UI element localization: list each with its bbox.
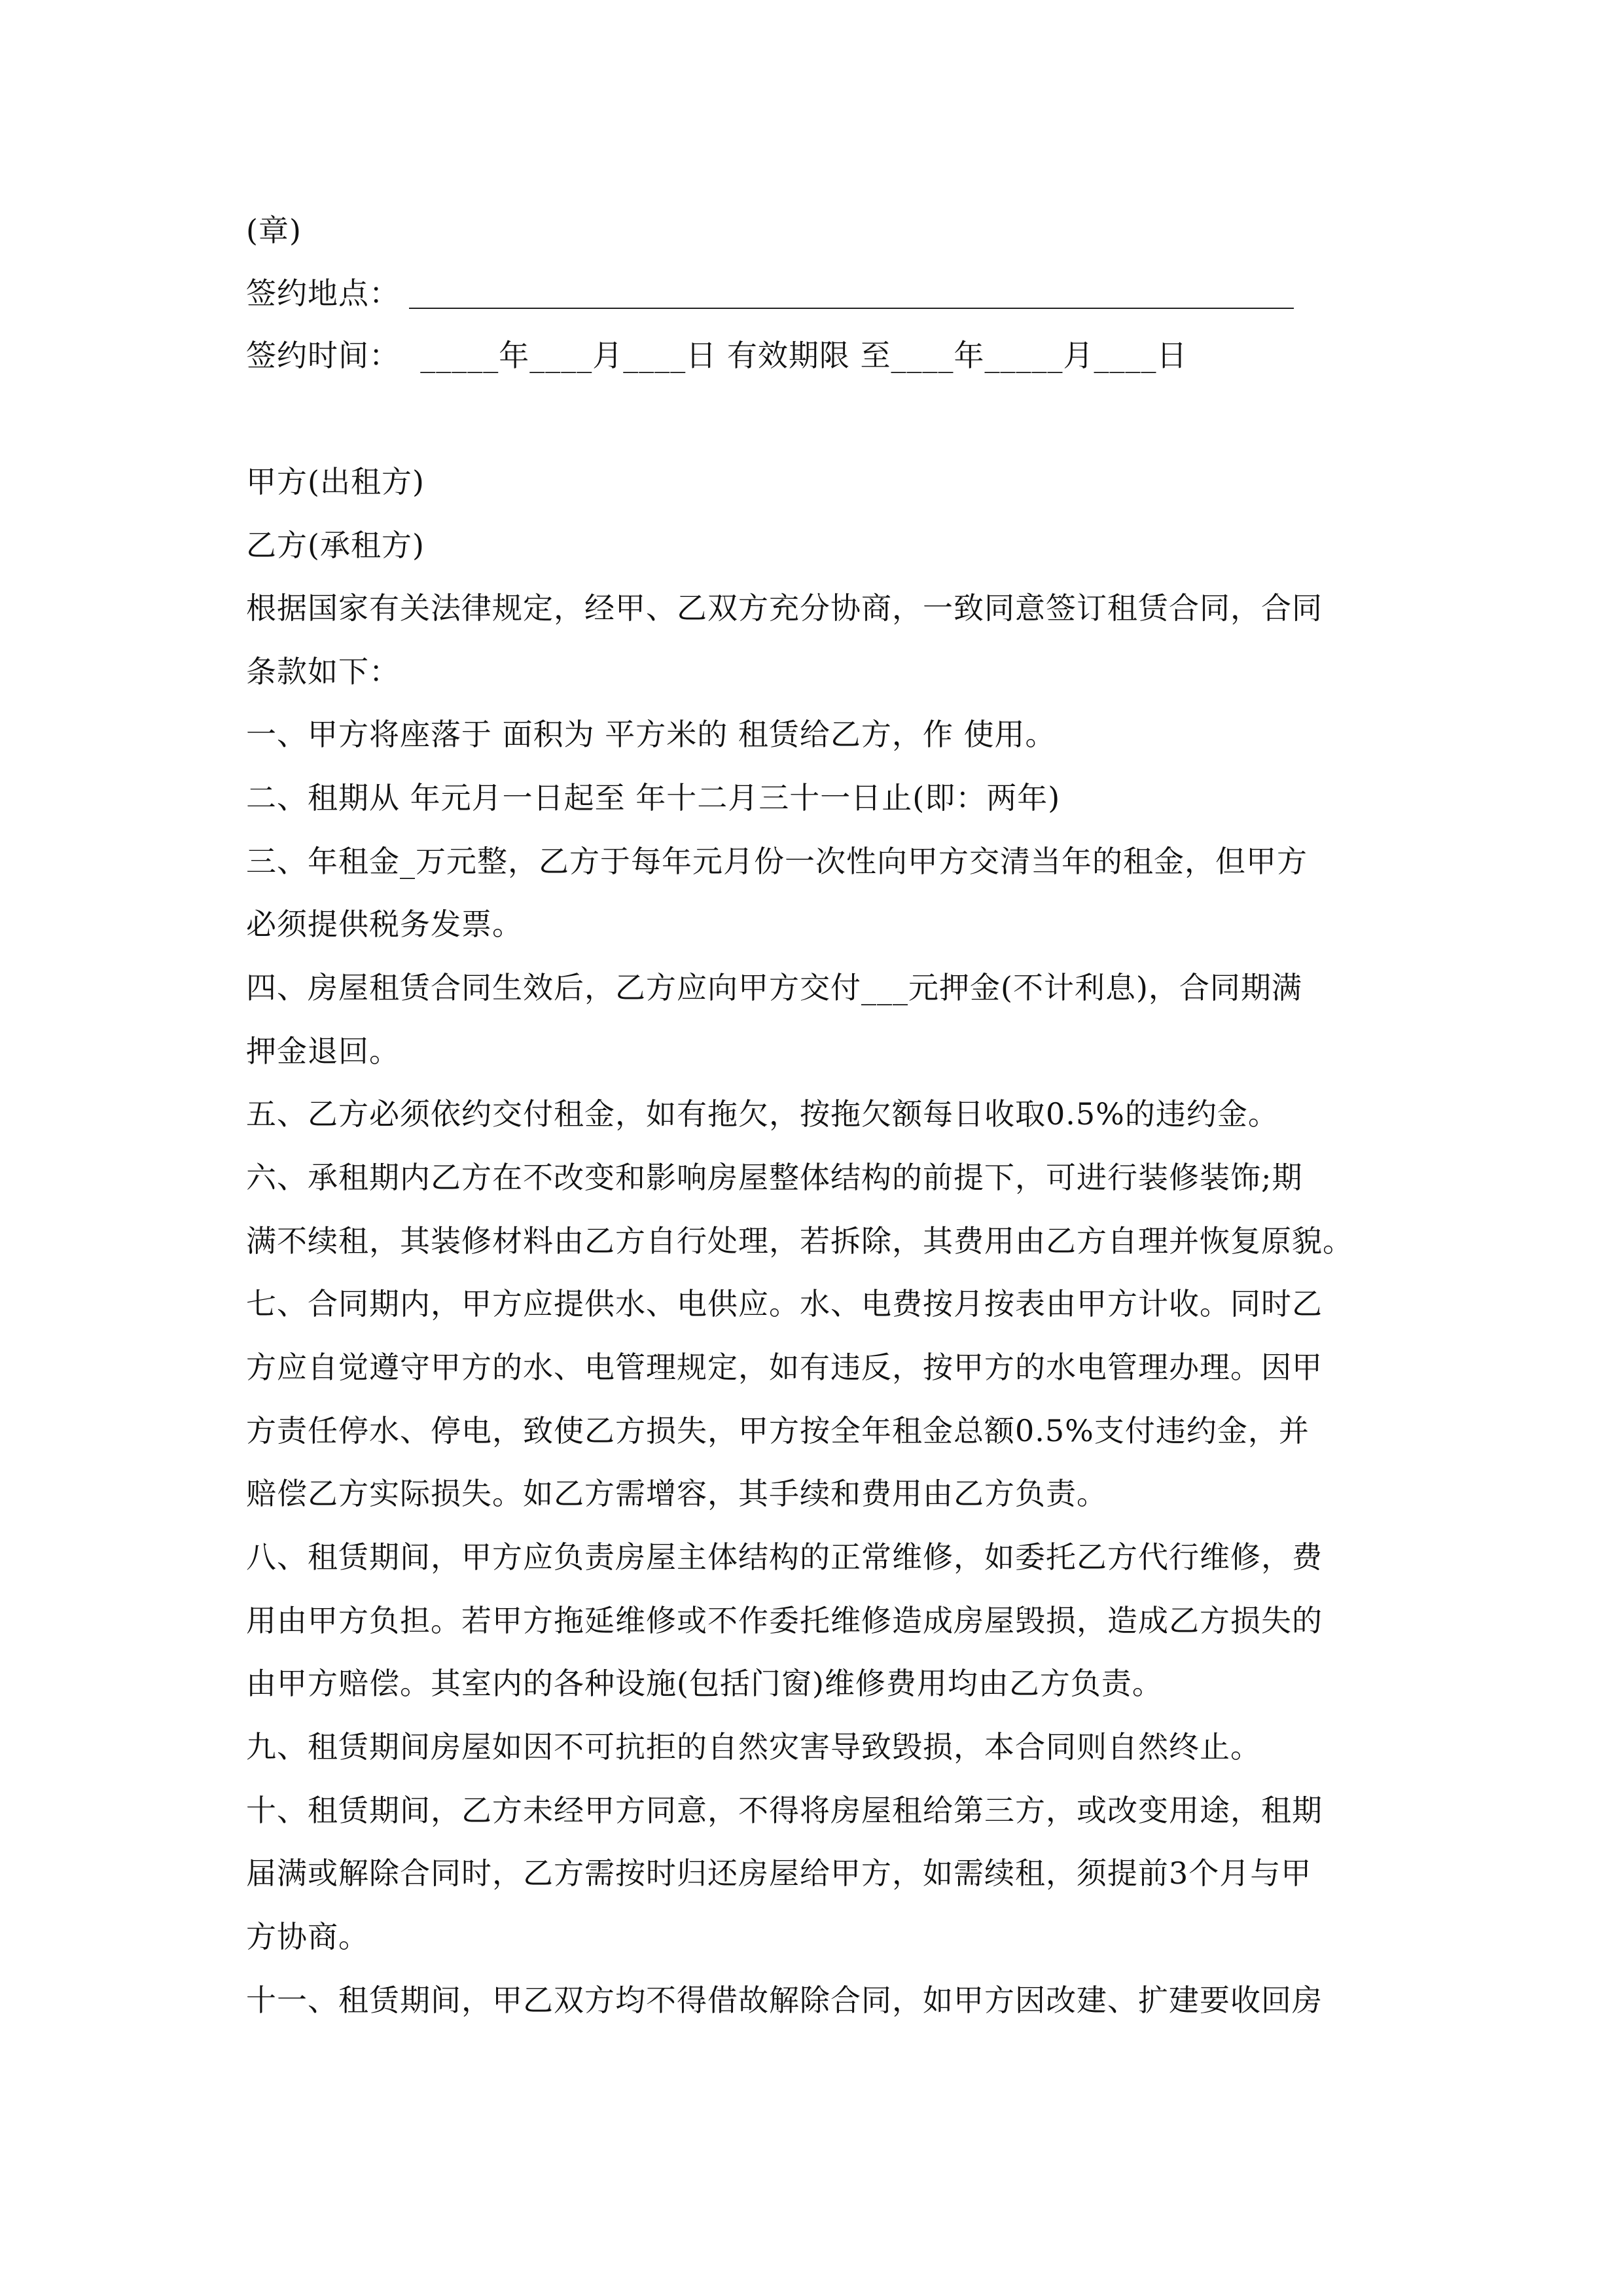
body-line: 方应自觉遵守甲方的水、电管理规定，如有违反，按甲方的水电管理办理。因甲 <box>246 1350 1323 1385</box>
body-line: 必须提供税务发票。 <box>246 906 523 942</box>
seal-text: (章) <box>246 213 302 248</box>
signing-place-label: 签约地点： <box>246 276 400 311</box>
body-line: 用由甲方负担。若甲方拖延维修或不作委托维修造成房屋毁损，造成乙方损失的 <box>246 1603 1323 1638</box>
body-line: 二、租期从 年元月一日起至 年十二月三十一日止(即：两年) <box>246 780 1061 816</box>
body-line: 十、租赁期间，乙方未经甲方同意，不得将房屋租给第三方，或改变用途，租期 <box>246 1793 1323 1828</box>
signing-place-blank <box>409 308 1294 309</box>
body-line: 方责任停水、停电，致使乙方损失，甲方按全年租金总额0.5%支付违约金，并 <box>246 1413 1310 1448</box>
body-line: 满不续租，其装修材料由乙方自行处理，若拆除，其费用由乙方自理并恢复原貌。 <box>246 1223 1353 1259</box>
signing-time-line: 签约时间： _____年____月____日 有效期限 至____年_____月____日 <box>246 338 1188 373</box>
body-line: 根据国家有关法律规定，经甲、乙双方充分协商，一致同意签订租赁合同，合同 <box>246 590 1323 626</box>
body-line: 方协商。 <box>246 1919 369 1954</box>
body-line: 三、年租金_万元整，乙方于每年元月份一次性向甲方交清当年的租金，但甲方 <box>246 844 1308 879</box>
body-line: 届满或解除合同时，乙方需按时归还房屋给甲方，如需续租，须提前3个月与甲 <box>246 1856 1312 1891</box>
body-line: 条款如下： <box>246 654 400 689</box>
body-line: 八、租赁期间，甲方应负责房屋主体结构的正常维修，如委托乙方代行维修，费 <box>246 1539 1323 1575</box>
body-line: 四、房屋租赁合同生效后，乙方应向甲方交付___元押金(不计利息)，合同期满 <box>246 970 1302 1005</box>
body-line: 押金退回。 <box>246 1033 400 1069</box>
body-line: 六、承租期内乙方在不改变和影响房屋整体结构的前提下，可进行装修装饰;期 <box>246 1160 1303 1195</box>
body-line: 赔偿乙方实际损失。如乙方需增容，其手续和费用由乙方负责。 <box>246 1476 1107 1511</box>
body-line: 由甲方赔偿。其室内的各种设施(包括门窗)维修费用均由乙方负责。 <box>246 1666 1163 1701</box>
body-line: 五、乙方必须依约交付租金，如有拖欠，按拖欠额每日收取0.5%的违约金。 <box>246 1096 1279 1132</box>
party-b: 乙方(承租方) <box>246 528 425 563</box>
body-line: 七、合同期内，甲方应提供水、电供应。水、电费按月按表由甲方计收。同时乙 <box>246 1286 1323 1321</box>
party-a: 甲方(出租方) <box>246 464 425 499</box>
body-line: 一、甲方将座落于 面积为 平方米的 租赁给乙方，作 使用。 <box>246 717 1056 752</box>
body-line: 九、租赁期间房屋如因不可抗拒的自然灾害导致毁损，本合同则自然终止。 <box>246 1729 1261 1765</box>
body-line: 十一、租赁期间，甲乙双方均不得借故解除合同，如甲方因改建、扩建要收回房 <box>246 1982 1323 2018</box>
